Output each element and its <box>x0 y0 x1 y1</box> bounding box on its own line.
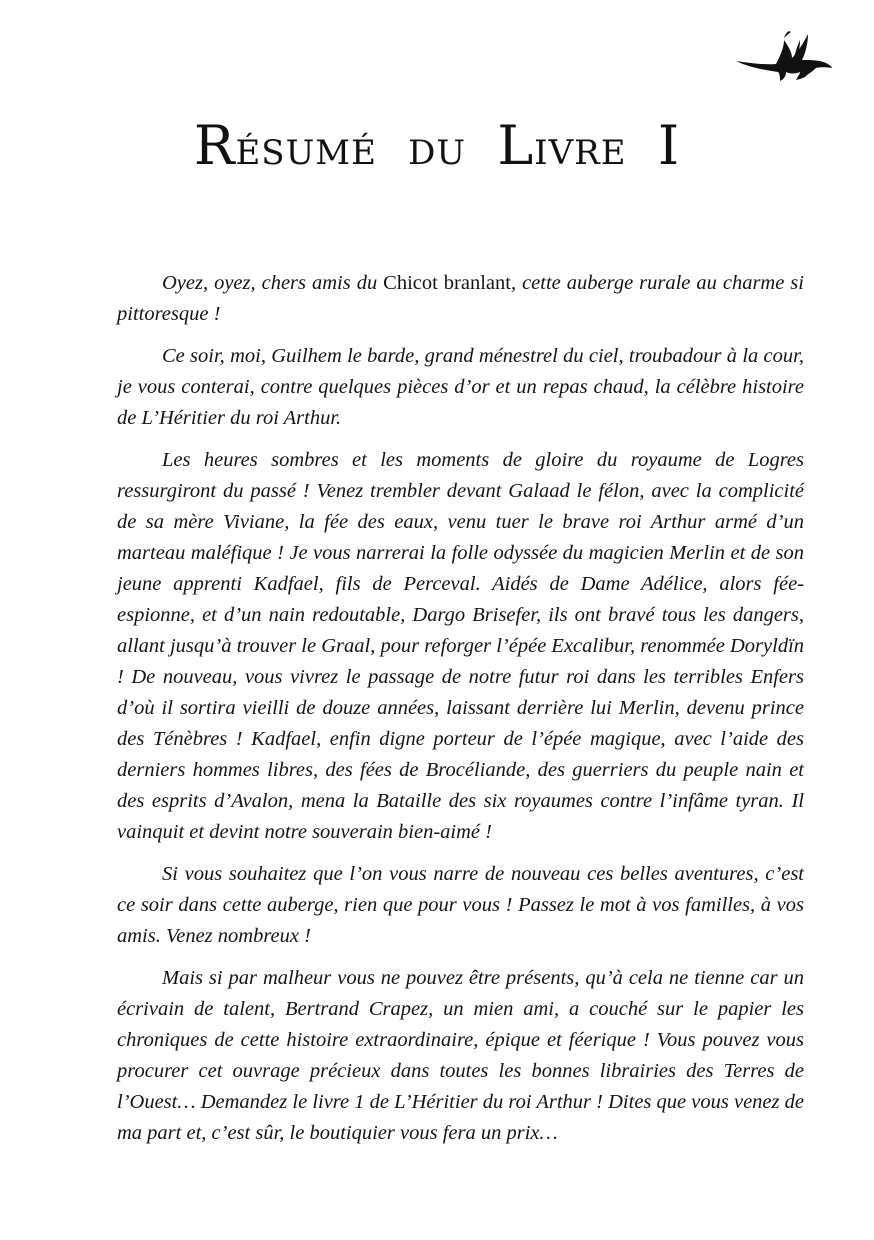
page-title <box>0 114 874 177</box>
title-cap-l: L <box>497 114 535 177</box>
paragraph-1-part-b: , cette auberge rurale au charme si pittoresque ! <box>117 272 804 325</box>
paragraph-3: Les heures sombres et les moments de gloire du royaume de Logres ressurgiront du passé ! Venez trembler devant Galaad le félon, avec la complicité de sa mère Viviane, la fée des eaux, venu tuer le brave roi Arthur armé d’un marteau maléfique ! Je vous narrerai la folle odyssée du magicien Merlin et de son jeune apprenti Kadfael, fils de Perceval. Aidés de Dame Adélice, alors fée-espionne, et d’un nain redoutable, Dargo Brisefer, ils ont bravé tous les dangers, allant jusqu’à trouver le Graal, pour reforger l’épée Excalibur, renommée Doryldïn ! De nouveau, vous vivrez le passage de notre futur roi dans les terribles Enfers d’où il sortira vieilli de douze années, laissant derrière lui Merlin, devenu prince des Ténèbres ! Kadfael, enfin digne porteur de l’épée magique, avec l’aide des derniers hommes libres, des fées de Brocéliande, des guerriers du peuple nain et des esprits d’Avalon, mena la Bataille des six royaumes contre l’infâme tyran. Il vainquit et devint notre souverain bien-aimé ! <box>117 449 805 843</box>
title-word-livre: IVRE <box>534 133 627 173</box>
paragraph-4: Si vous souhaitez que l’on vous narre de nouveau ces belles aventures, c’est ce soir dans cette auberge, rien que pour vous ! Passez le mot à vos familles, à vos amis. Venez nombreux ! <box>117 863 804 947</box>
dragon-icon <box>734 30 834 82</box>
title-word-du: DU <box>408 133 467 173</box>
paragraph-2: Ce soir, moi, Guilhem le barde, grand ménestrel du ciel, troubadour à la cour, je vous conterai, contre quelques pièces d’or et un repas chaud, la célèbre histoire de L’Héritier du roi Arthur. <box>117 345 804 429</box>
title-word-resume: ÉSUMÉ <box>235 133 377 173</box>
paragraph-5: Mais si par malheur vous ne pouvez être présents, qu’à cela ne tienne car un écrivain de talent, Bertrand Crapez, un mien ami, a couché sur le papier les chroniques de cette histoire extraordinaire, épique et féerique ! Vous pouvez vous procurer cet ouvrage précieux dans toutes les bonnes librairies des Terres de l’Ouest… Demandez le livre 1 de L’Héritier du roi Arthur ! Dites que vous venez de ma part et, c’est sûr, le boutiquier vous fera un prix… <box>117 967 804 1144</box>
paragraph-1-part-a: Oyez, oyez, chers amis du <box>162 272 384 294</box>
title-roman-numeral: I <box>657 114 681 177</box>
inn-name: Chicot branlant <box>383 272 511 294</box>
summary-text <box>117 268 804 1160</box>
paragraph-1 <box>117 268 804 330</box>
title-cap-r: R <box>193 114 236 177</box>
